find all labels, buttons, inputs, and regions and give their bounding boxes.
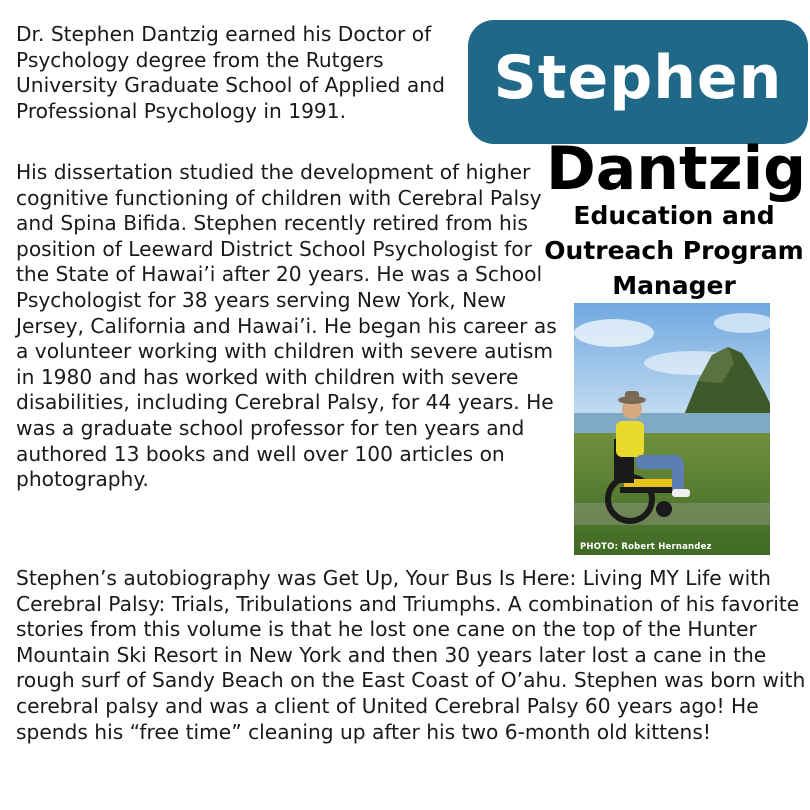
last-name: Dantzig <box>546 134 807 204</box>
first-name: Stephen <box>493 43 783 113</box>
job-title: Education and Outreach Program Manager <box>544 201 804 300</box>
bio-paragraph-1: Dr. Stephen Dantzig earned his Doctor of Psychology degree from the Rutgers University Graduate School of Applied and Professional Psychology in 1991. <box>16 22 445 123</box>
portrait-photo <box>574 303 770 555</box>
bio-paragraph-3: Stephen’s autobiography was Get Up, Your Bus Is Here: Living MY Life with Cerebral Palsy: Trials, Tribulations and Triumphs. A combination of his favorite stories from this volume is that he lost one cane on the top of the Hunter Mountain Ski Resort in New York and then 30 years later lost a cane in the rough surf of Sandy Beach on the East Coast of O’ahu. Stephen was born with cerebral palsy and was a client of United Cerebral Palsy 60 years ago! He spends his “free time” cleaning up after his two 6-month old kittens! <box>16 566 806 744</box>
bio-paragraph-2: His dissertation studied the development of higher cognitive functioning of children with Cerebral Palsy and Spina Bifida. Stephen recently retired from his position of Leeward District School Psychologist for the State of Hawai’i after 20 years. He was a School Psychologist for 38 years serving New York, New Jersey, California and Hawai’i. He began his career as a volunteer working with children with severe autism in 1980 and has worked with children with severe disabilities, including Cerebral Palsy, for 44 years. He was a graduate school professor for ten years and authored 13 books and well over 100 articles on photography. <box>16 160 557 492</box>
photo-credit: PHOTO: Robert Hernandez <box>580 542 712 552</box>
